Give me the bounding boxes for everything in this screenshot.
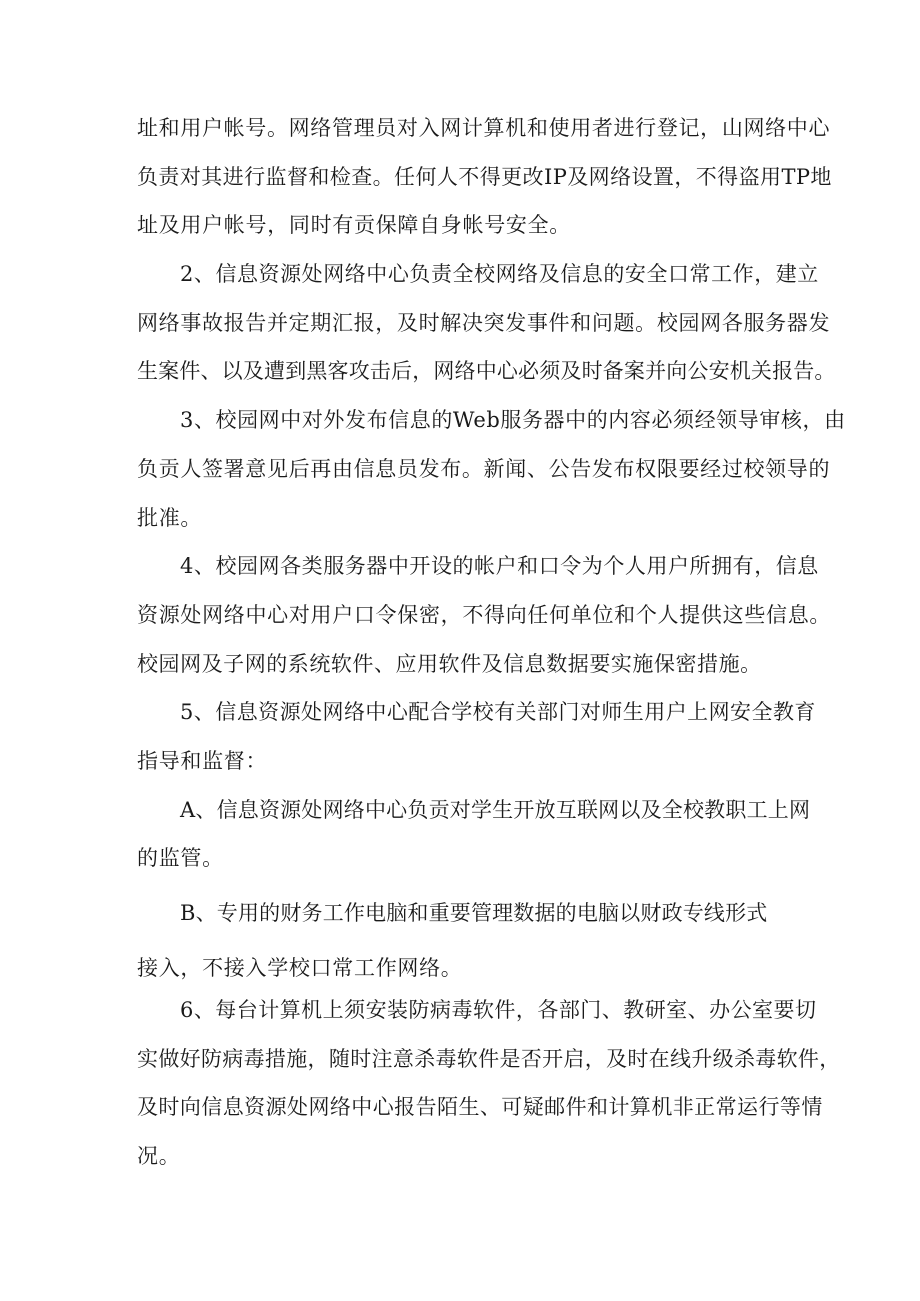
text-line: 5、信息资源处网络中心配合学校有关部门对师生用户上网安全教育	[180, 700, 816, 724]
text-line: 校园网及子网的系统软件、应用软件及信息数据要实施保密措施。	[137, 652, 762, 676]
text-line: 址及用户帐号，同时有贡保障自身帐号安全。	[137, 213, 571, 237]
text-line: 及时向信息资源处网络中心报告陌生、可疑邮件和计算机非正常运行等情	[137, 1095, 823, 1119]
text-line: 生案件、以及遭到黑客攻击后，网络中心必须及时备案并向公安机关报告。	[137, 359, 836, 383]
text-line: 资源处网络中心对用户口令保密，不得向任何单位和个人提供这些信息。	[137, 603, 832, 627]
text-line: 4、校园网各类服务器中开设的帐户和口令为个人用户所拥有，信息	[180, 554, 819, 578]
text-line: 的监管。	[137, 846, 224, 870]
text-line: 6、每台计算机上须安装防病毒软件，各部门、教研室、办公室要切	[180, 998, 817, 1022]
text-line: 3、校园网中对外发布信息的Web服务器中的内容必须经领导审核，由	[180, 408, 846, 432]
text-line: A、信息资源处网络中心负贡对学生开放互联网以及全校教职工上网	[180, 798, 811, 822]
text-line: 接入，不接入学校口常工作网络。	[137, 956, 463, 980]
text-line: B、专用的财务工作电脑和重要管理数据的电脑以财政专线形式	[180, 901, 768, 925]
text-line: 批准。	[137, 506, 203, 530]
text-line: 实做好防病毒措施，随时注意杀毒软件是否开启，及时在线升级杀毒软件，	[137, 1047, 841, 1071]
text-line: 负责对其进行监督和检查。任何人不得更改IP及网络设置，不得盗用TP地	[137, 165, 832, 189]
text-line: 2、信息资源处网络中心负责全校网络及信息的安全口常工作，建立	[180, 262, 819, 286]
text-line: 网络事故报告并定期汇报，及时解决突发事件和问题。校园网各服务器发	[137, 311, 831, 335]
text-line: 址和用户帐号。网络管理员对入网计算机和使用者进行登记，山网络中心	[137, 116, 831, 140]
text-line: 负贡人签署意见后再由信息员发布。新闻、公告发布权限要经过校领导的	[137, 457, 831, 481]
text-line: 况。	[137, 1144, 181, 1168]
text-line: 指导和监督：	[137, 749, 268, 773]
